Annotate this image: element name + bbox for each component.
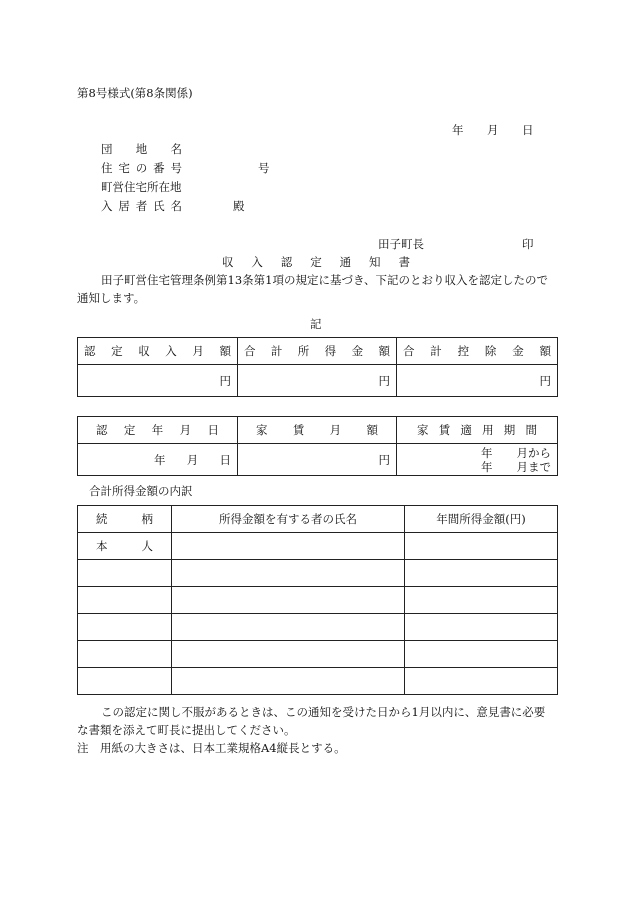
header-total-deduction: 合 計 控 除 金 額: [397, 338, 558, 365]
table-row: [78, 533, 558, 560]
header-total-income: 合 計 所 得 金 額: [238, 338, 397, 365]
table-row: [78, 641, 558, 668]
form-number: 第8号様式(第8条関係): [77, 86, 193, 100]
body-text-line2: 通知します。: [77, 291, 146, 305]
honorific: 殿: [233, 199, 245, 213]
house-number-label: 住 宅 の 番 号: [101, 161, 182, 175]
total-income-value: 円: [238, 365, 397, 397]
header-certified-date: 認 定 年 月 日: [78, 417, 238, 444]
header-monthly-rent: 家 賃 月 額: [238, 417, 397, 444]
table-row: [78, 560, 558, 587]
ki-label: 記: [310, 317, 322, 331]
table-row: [78, 668, 558, 695]
issuer-title: 田子町長: [378, 237, 424, 251]
relationship-self: 本 人: [78, 533, 172, 560]
breakdown-caption: 合計所得金額の内訳: [89, 484, 193, 498]
table-row: [78, 614, 558, 641]
certified-date-value: 年 月 日: [78, 444, 238, 476]
rent-period-value: 年 月から 年 月まで: [397, 444, 558, 476]
note-line1: この認定に関し不服があるときは、この通知を受けた日から1月以内に、意見書に必要: [101, 705, 546, 719]
table-row: [78, 587, 558, 614]
address-label: 町営住宅所在地: [101, 180, 182, 194]
header-person-name: 所得金額を有する者の氏名: [172, 506, 405, 533]
note-line2: な書類を添えて町長に提出してください。: [77, 723, 296, 737]
house-number-suffix: 号: [258, 161, 270, 175]
rent-table: [77, 416, 558, 476]
header-certified-income: 認 定 収 入 月 額: [78, 338, 238, 365]
resident-name-label: 入 居 者 氏 名: [101, 199, 182, 213]
header-annual-income: 年間所得金額(円): [405, 506, 558, 533]
income-table: [77, 337, 558, 397]
breakdown-table: [77, 505, 558, 695]
total-deduction-value: 円: [397, 365, 558, 397]
body-text-line1: 田子町営住宅管理条例第13条第1項の規定に基づき、下記のとおり収入を認定したので: [101, 273, 548, 287]
header-rent-period: 家 賃 適 用 期 間: [397, 417, 558, 444]
footnote: 注 用紙の大きさは、日本工業規格A4縦長とする。: [77, 741, 346, 755]
seal-mark: 印: [522, 237, 534, 251]
complex-name-label: 団 地 名: [101, 142, 182, 156]
monthly-rent-value: 円: [238, 444, 397, 476]
certified-income-value: 円: [78, 365, 238, 397]
header-relationship: 続 柄: [78, 506, 172, 533]
doc-title: 収 入 認 定 通 知 書: [222, 255, 410, 269]
